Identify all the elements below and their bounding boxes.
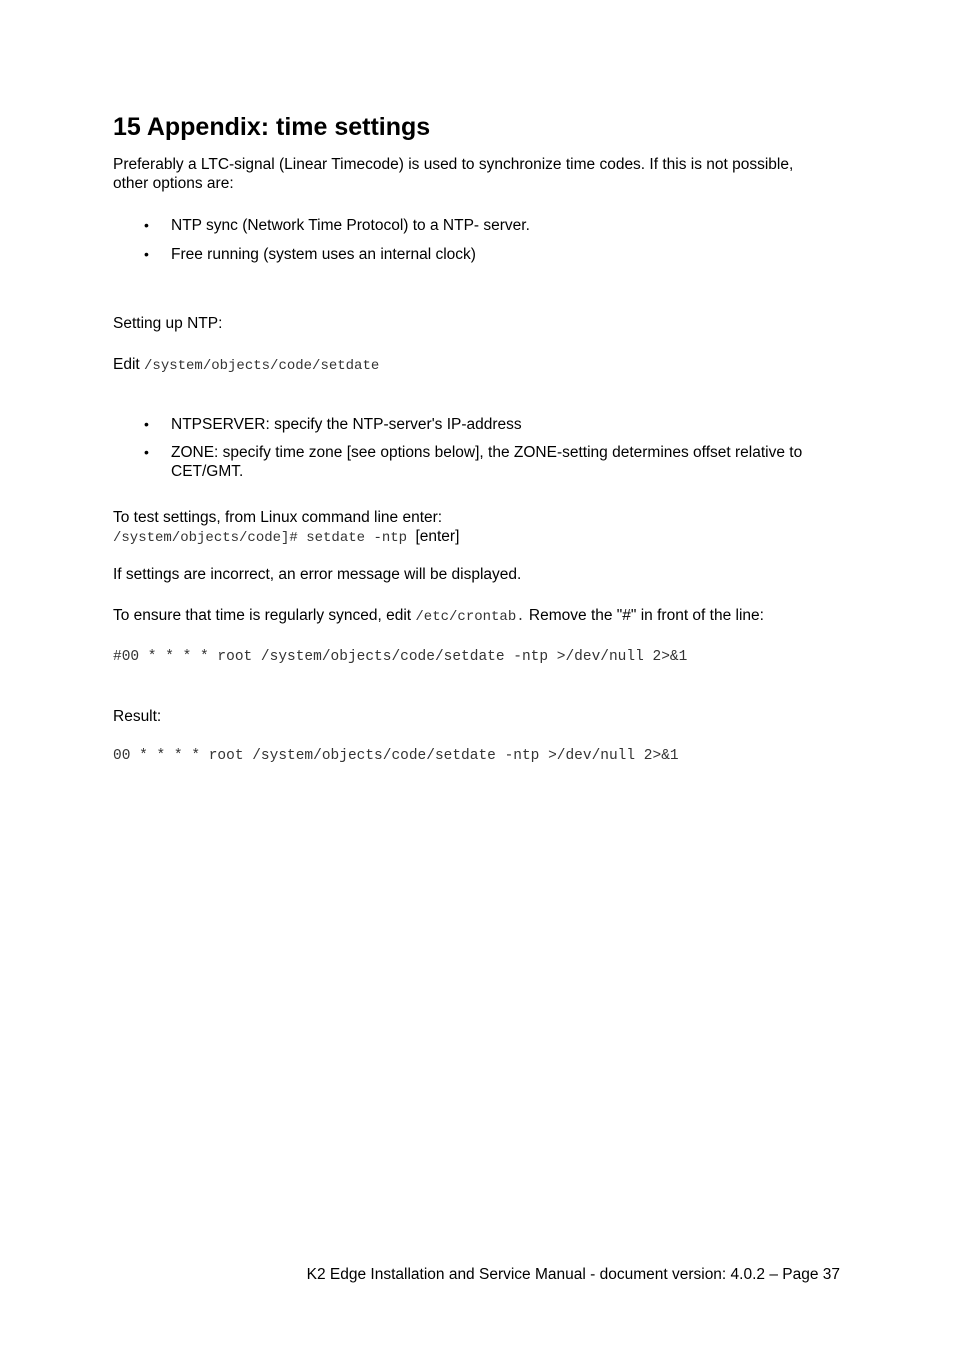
setdate-path: /system/objects/code/setdate: [144, 358, 380, 374]
bullet-icon: •: [144, 246, 149, 262]
list-item: • ZONE: specify time zone [see options below], the ZONE-setting determines offset relative to CET/GMT.: [144, 444, 803, 480]
setup-label: Setting up NTP:: [113, 315, 223, 332]
test-command: /system/objects/code]# setdate -ntp [enter]: [113, 528, 460, 546]
options-list: [113, 216, 840, 264]
error-note: If settings are incorrect, an error message will be displayed.: [113, 566, 522, 583]
section-heading: 15 Appendix: time settings: [113, 113, 431, 141]
intro-line-2: other options are:: [113, 175, 234, 192]
bullet-icon: •: [144, 416, 149, 432]
edit-instruction: Edit /system/objects/code/setdate: [113, 356, 380, 374]
document-page: [113, 0, 840, 1350]
list-item: • Free running (system uses an internal clock): [144, 246, 476, 263]
page-footer: K2 Edge Installation and Service Manual - document version: 4.0.2 – Page 37: [306, 1266, 840, 1283]
bullet-icon: •: [144, 217, 149, 233]
result-cron-line: 00 * * * * root /system/objects/code/setdate -ntp >/dev/null 2>&1: [113, 748, 679, 764]
list-item: • NTPSERVER: specify the NTP-server's IP-address: [144, 416, 522, 433]
result-label: Result:: [113, 708, 162, 725]
commented-cron-line: #00 * * * * root /system/objects/code/setdate -ntp >/dev/null 2>&1: [113, 649, 688, 665]
bullet-icon: •: [144, 444, 149, 460]
intro-line-1: Preferably a LTC-signal (Linear Timecode) is used to synchronize time codes. If this is not possible,: [113, 156, 794, 173]
crontab-instruction: To ensure that time is regularly synced, edit /etc/crontab. Remove the "#" in front of the line:: [113, 607, 764, 625]
crontab-path: /etc/crontab.: [415, 609, 525, 625]
test-label: To test settings, from Linux command line enter:: [113, 509, 443, 526]
settings-list: [113, 415, 840, 481]
list-item: • NTP sync (Network Time Protocol) to a NTP- server.: [144, 217, 530, 234]
